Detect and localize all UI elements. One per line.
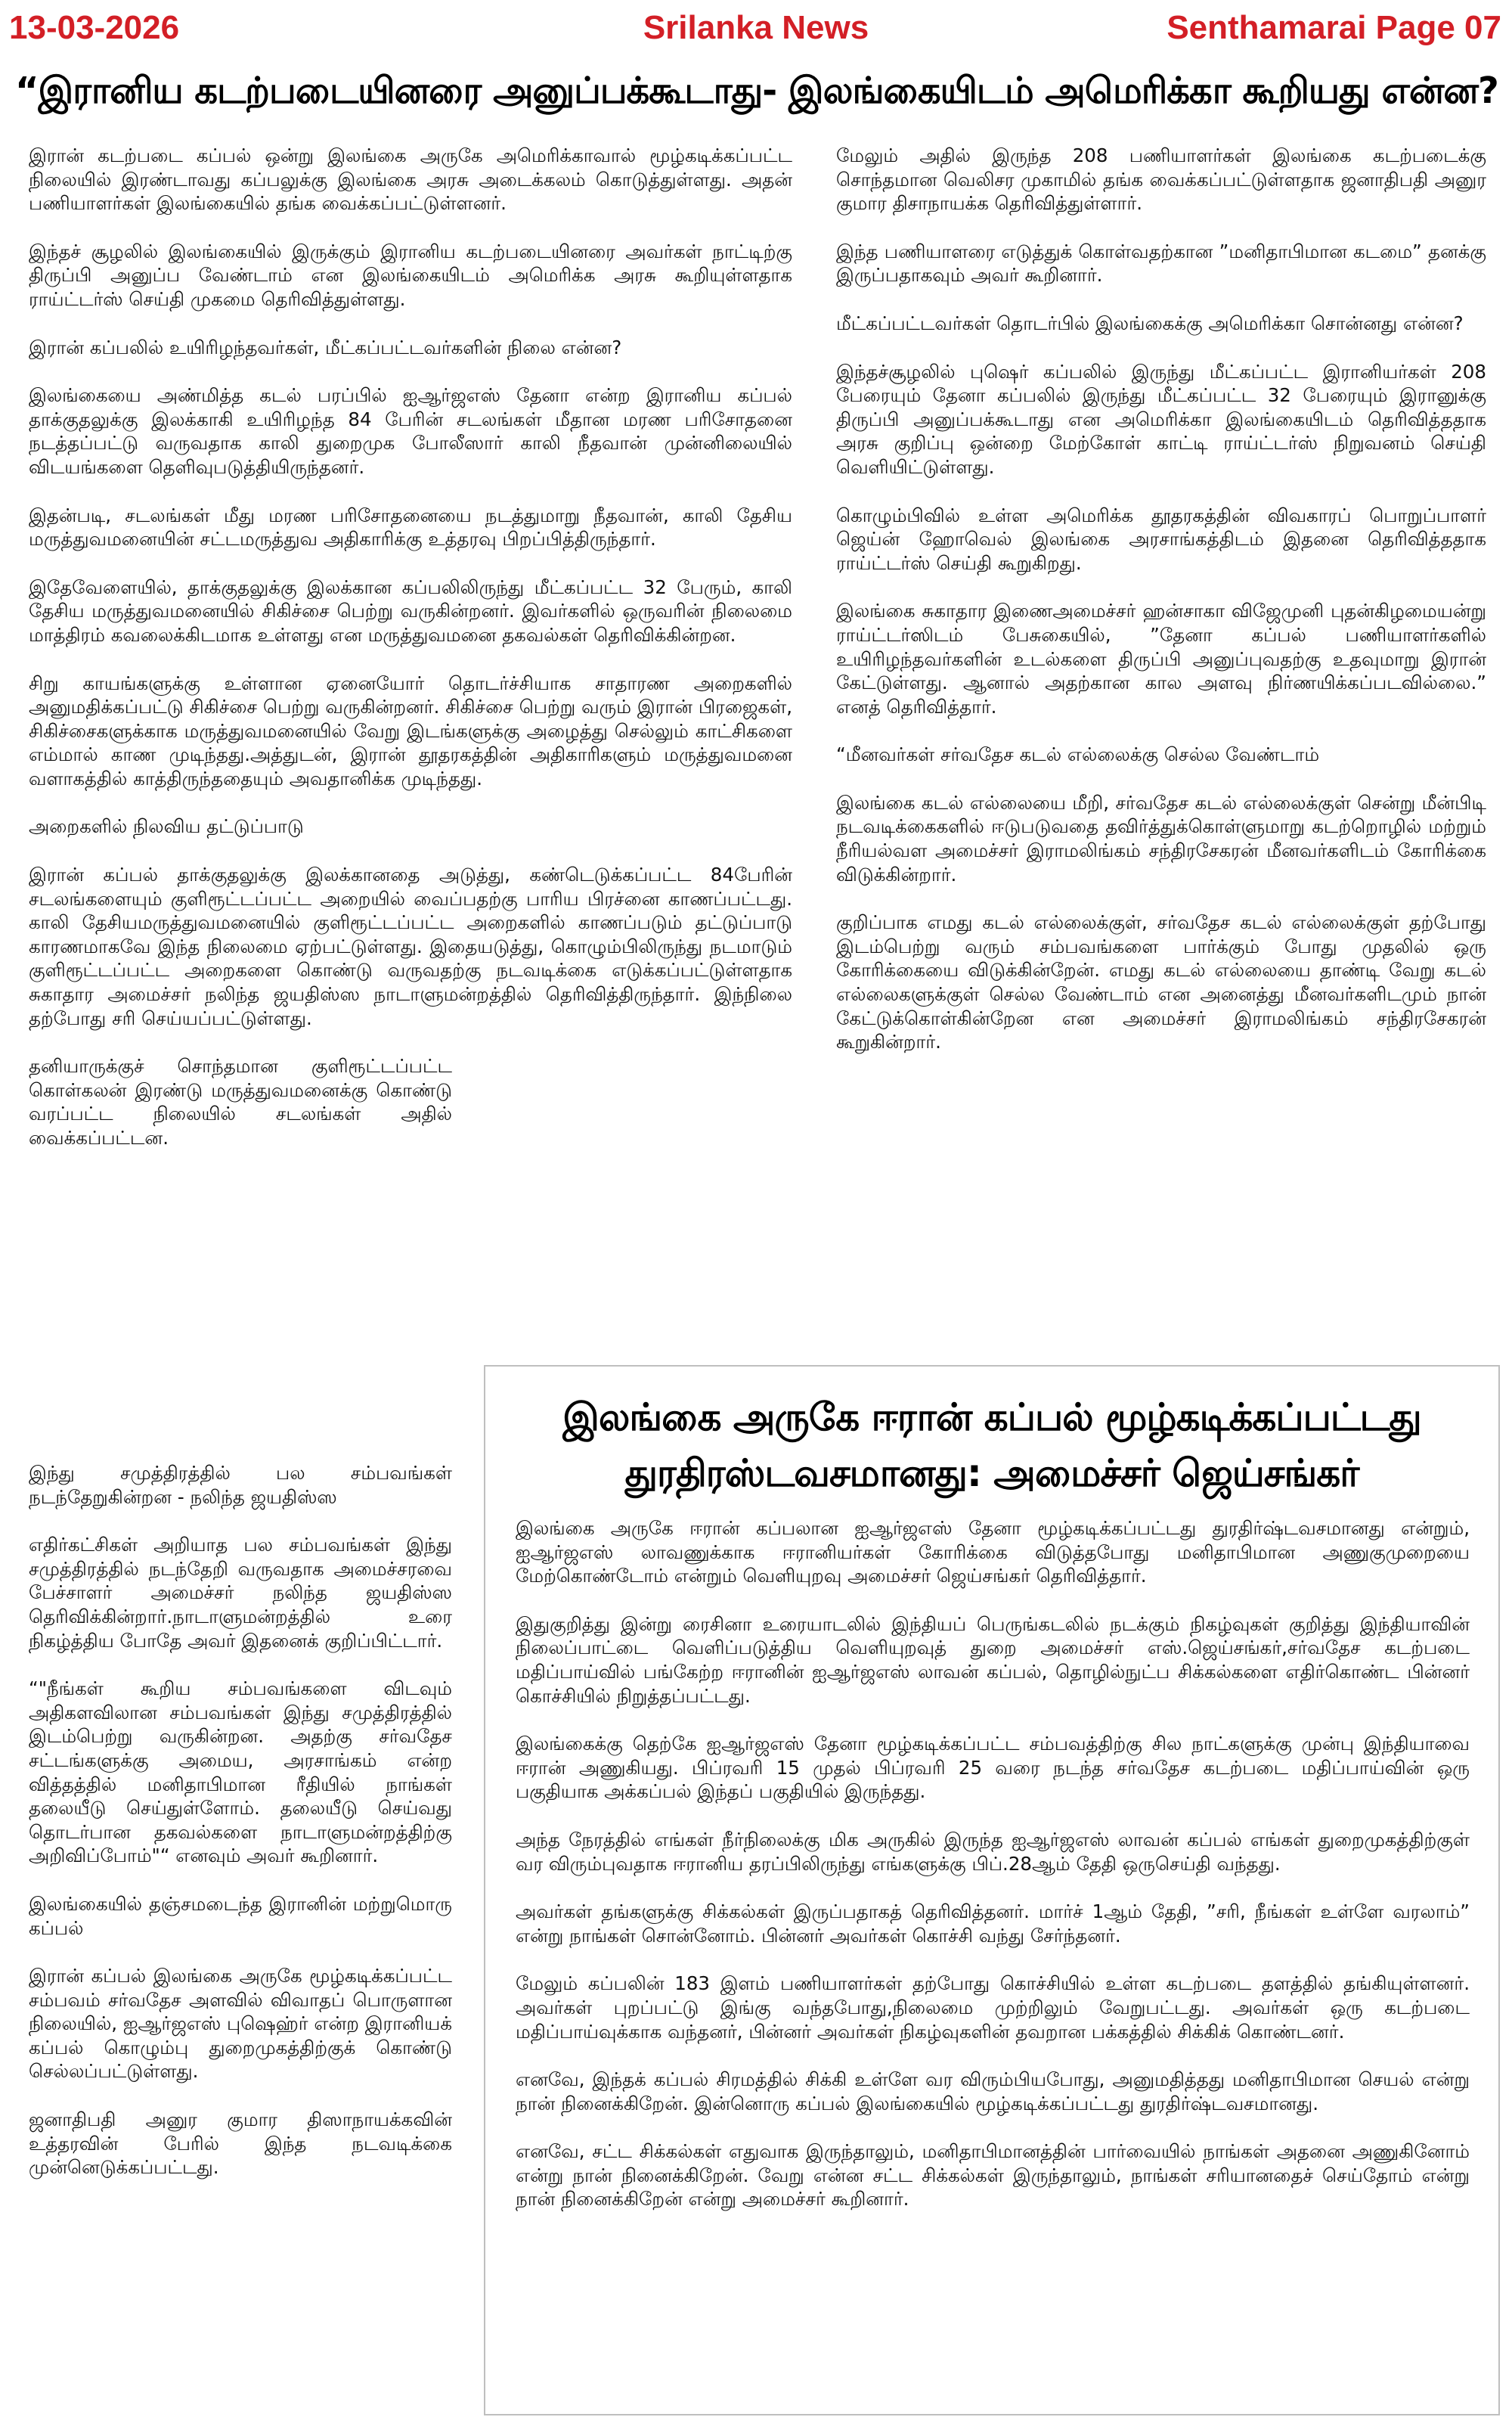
paragraph: இதுகுறித்து இன்று ரைசினா உரையாடலில் இந்தியப் பெருங்கடலில் நடக்கும் நிகழ்வுகள் குறித்து இந்தியாவின் நிலைப்பாட்டை வெளிப்படுத்திய வெளியுறவுத் துறை அமைச்சர் எஸ்.ஜெய்சங்கர்,சர்வதேச கடற்படை மதிப்பாய்வில் பங்கேற்ற ஈரானின் ஐஆர்ஜஎஸ் லாவன் கப்பல், தொழில்நுட்ப சிக்கல்களை எதிர்கொண்ட பின்னர் கொச்சியில் நிறுத்தப்பட்டது. [516, 1612, 1470, 1707]
paragraph: குறிப்பாக எமது கடல் எல்லைக்குள், சர்வதேச கடல் எல்லைக்குள் தற்போது இடம்பெற்று வரும் சம்பவங்களை பார்க்கும் போது முதலில் ஒரு கோரிக்கையை விடுக்கின்றேன். எமது கடல் எல்லையை தாண்டி வேறு கடல் எல்லைகளுக்குள் செல்ல வேண்டாம் என அனைத்து மீனவர்களிடமும் நான் கேட்டுக்கொள்கின்றேன என அமைச்சர் இராமலிங்கம் சந்திரசேகரன் கூறுகின்றார். [836, 911, 1486, 1053]
paragraph: மேலும் அதில் இருந்த 208 பணியாளர்கள் இலங்கை கடற்படைக்கு சொந்தமான வெலிசர முகாமில் தங்க வைக்கப்பட்டுள்ளதாக ஜனாதிபதி அனுர குமார திசாநாயக்க தெரிவித்துள்ளார். [836, 144, 1486, 215]
article-column-left [29, 144, 792, 1174]
paragraph: இலங்கை சுகாதார இணைஅமைச்சர் ஹன்சாகா விஜேமுனி புதன்கிழமையன்று ராய்ட்டர்ஸிடம் பேசுகையில், ”தேனா கப்பல் பணியாளர்களில் உயிரிழந்தவர்களின் உடல்களை திருப்பி அனுப்புவதற்கு உதவுமாறு இரான் கேட்டுள்ளது. ஆனால் அதற்கான கால அளவு நிர்ணயிக்கப்படவில்லை.” எனத் தெரிவித்தார். [836, 600, 1486, 718]
subheading: இரான் கப்பலில் உயிரிழந்தவர்கள், மீட்கப்பட்டவர்களின் நிலை என்ன? [29, 336, 622, 358]
quote-paragraph: “"நீங்கள் கூறிய சம்பவங்களை விடவும் அதிகளவிலான சம்பவங்கள் இந்து சமுத்திரத்தில் இடம்பெற்று வருகின்றன. அதற்கு சர்வதேச சட்டங்களுக்கு அமைய, அரசாங்கம் என்ற வித்தத்தில் மனிதாபிமான ரீதியில் நாங்கள் தலையீடு செய்துள்ளோம். தலையீடு செய்வது தொடர்பான தகவல்களை நாடாளுமன்றத்திற்கு அறிவிப்போம்"“ எனவும் அவர் கூறினார். [29, 1677, 452, 1867]
sidebar-article-body [516, 1516, 1470, 2235]
paragraph: இரான் கப்பல் இலங்கை அருகே மூழ்கடிக்கப்பட்ட சம்பவம் சர்வதேச அளவில் விவாதப் பொருளான நிலையில், ஐஆர்ஜஎஸ் புஷெஹ்ர் என்ற இரானியக் கப்பல் கொழும்பு துறைமுகத்திற்குக் கொண்டு செல்லப்பட்டுள்ளது. [29, 1965, 452, 2083]
paragraph: அவர்கள் தங்களுக்கு சிக்கல்கள் இருப்பதாகத் தெரிவித்தனர். மார்ச் 1ஆம் தேதி, ”சரி, நீங்கள் உள்ளே வரலாம்” என்று நாங்கள் சொன்னோம். பின்னர் அவர்கள் கொச்சி வந்து சேர்ந்தனர். [516, 1900, 1470, 1947]
paragraph: இரான் கப்பல் தாக்குதலுக்கு இலக்கானதை அடுத்து, கண்டெடுக்கப்பட்ட 84பேரின் சடலங்களையும் குளிரூட்டப்பட்ட அறையில் வைப்பதற்கு பாரிய பிரச்னை காணப்பட்டது. காலி தேசியமருத்துவமனையில் குளிரூட்டப்பட்ட அறைகளில் காணப்படும் தட்டுப்பாடு காரணமாகவே இந்த நிலைமை ஏற்பட்டுள்ளது. இதையடுத்து, கொழும்பிலிருந்து நடமாடும் குளிரூட்டப்பட்ட அறைகளை கொண்டு வருவதற்கு நடவடிக்கை எடுக்கப்பட்டுள்ளதாக சுகாதார அமைச்சர் நலிந்த ஜயதிஸ்ஸ நாடாளுமன்றத்தில் தெரிவித்திருந்தார். இந்நிலை தற்போது சரி செய்யப்பட்டுள்ளது. [29, 864, 792, 1029]
paragraph: இதன்படி, சடலங்கள் மீது மரண பரிசோதனையை நடத்துமாறு நீதவான், காலி தேசிய மருத்துவமனையின் சட்டமருத்துவ அதிகாரிக்கு உத்தரவு பிறப்பித்திருந்தார். [29, 504, 792, 551]
paragraph: இந்த பணியாளரை எடுத்துக் கொள்வதற்கான ”மனிதாபிமான கடமை” தனக்கு இருப்பதாகவும் அவர் கூறினார். [836, 240, 1486, 287]
article-column-right [836, 144, 1486, 1078]
paragraph: தனியாருக்குச் சொந்தமான குளிரூட்டப்பட்ட கொள்கலன் இரண்டு மருத்துவமனைக்கு கொண்டு வரப்பட்ட நிலையில் சடலங்கள் அதில் வைக்கப்பட்டன. [29, 1055, 452, 1149]
article-column-narrow [29, 1461, 452, 2204]
paragraph: எதிர்கட்சிகள் அறியாத பல சம்பவங்கள் இந்து சமுத்திரத்தில் நடந்தேறி வருவதாக அமைச்சரவை பேச்சாளர் அமைச்சர் நலிந்த ஜயதிஸ்ஸ தெரிவிக்கின்றார்.நாடாளுமன்றத்தில் உரை நிகழ்த்திய போதே அவர் இதனைக் குறிப்பிட்டார். [29, 1534, 452, 1652]
paragraph: இலங்கையை அண்மித்த கடல் பரப்பில் ஐஆர்ஜஎஸ் தேனா என்ற இரானிய கப்பல் தாக்குதலுக்கு இலக்காகி உயிரிழந்த 84 பேரின் சடலங்கள் மீதான மரண பரிசோதனை நடத்தப்பட்டு வருவதாக காலி துறைமுக போலீஸார் காலி நீதவான் முன்னிலையில் விடயங்களை தெளிவுபடுத்தியிருந்தனர். [29, 384, 792, 478]
subheading: அறைகளில் நிலவிய தட்டுப்பாடு [29, 815, 304, 838]
paragraph: எனவே, இந்தக் கப்பல் சிரமத்தில் சிக்கி உள்ளே வர விரும்பியபோது, அனுமதித்தது மனிதாபிமான செயல் என்று நான் நினைக்கிறேன். இன்னொரு கப்பல் இலங்கையில் மூழ்கடிக்கப்பட்டது துரதிர்ஷ்டவசமானது. [516, 2068, 1470, 2114]
masthead [0, 0, 1512, 60]
paragraph: இதேவேளையில், தாக்குதலுக்கு இலக்கான கப்பலிலிருந்து மீட்கப்பட்ட 32 பேரும், காலி தேசிய மருத்துவமனையில் சிகிச்சை பெற்று வருகின்றனர். இவர்களில் ஒருவரின் நிலைமை மாத்திரம் கவலைக்கிடமாக உள்ளது என மருத்துவமனை தகவல்கள் தெரிவிக்கின்றன. [29, 576, 792, 646]
issue-date: 13-03-2026 [9, 9, 180, 46]
paragraph: இலங்கைக்கு தெற்கே ஐஆர்ஜஎஸ் தேனா மூழ்கடிக்கப்பட்ட சம்பவத்திற்கு சில நாட்களுக்கு முன்பு இந்தியாவை ஈரான் அணுகியது. பிப்ரவரி 15 முதல் பிப்ரவரி 25 வரை நடந்த சர்வதேச கடற்படை மதிப்பாய்வின் ஒரு பகுதியாக அக்கப்பல் இந்தப் பகுதியில் இருந்தது. [516, 1733, 1470, 1803]
main-headline: “இரானிய கடற்படையினரை அனுப்பக்கூடாது- இலங்கையிடம் அமெரிக்கா கூறியது என்ன? [15, 70, 1498, 112]
sidebar-headline: இலங்கை அருகே ஈரான் கப்பல் மூழ்கடிக்கப்பட்டது துரதிரஸ்டவசமானது: அமைச்சர் ஜெய்சங்கர் [562, 1395, 1421, 1495]
paragraph: கொழும்பிவில் உள்ள அமெரிக்க தூதரகத்தின் விவகாரப் பொறுப்பாளர் ஜெய்ன் ஹோவெல் இலங்கை அரசாங்கத்திடம் இதனை தெரிவித்ததாக ராய்ட்டர்ஸ் செய்தி கூறுகிறது. [836, 504, 1486, 574]
paragraph: எனவே, சட்ட சிக்கல்கள் எதுவாக இருந்தாலும், மனிதாபிமானத்தின் பார்வையில் நாங்கள் அதனை அணுகினோம் என்று நான் நினைக்கிறேன். வேறு என்ன சட்ட சிக்கல்கள் இருந்தாலும், நாங்கள் சரியானதைச் செய்தோம் என்று நான் நினைக்கிறேன் என்று அமைச்சர் கூறினார். [516, 2140, 1470, 2211]
paragraph: இந்தச் சூழலில் இலங்கையில் இருக்கும் இரானிய கடற்படையினரை அவர்கள் நாட்டிற்கு திருப்பி அனுப்ப வேண்டாம் என இலங்கையிடம் அமெரிக்க அரசு கூறியுள்ளதாக ராய்ட்டர்ஸ் செய்தி முகமை தெரிவித்துள்ளது. [29, 240, 792, 310]
subheading: “மீனவர்கள் சர்வதேச கடல் எல்லைக்கு செல்ல வேண்டாம் [836, 743, 1320, 766]
subheading: இந்து சமுத்திரத்தில் பல சம்பவங்கள் நடந்தேறுகின்றன - நலிந்த ஜயதிஸ்ஸ [29, 1462, 452, 1508]
page-label: Senthamarai Page 07 [1167, 9, 1501, 46]
paragraph: இரான் கடற்படை கப்பல் ஒன்று இலங்கை அருகே அமெரிக்காவால் மூழ்கடிக்கப்பட்ட நிலையில் இரண்டாவது கப்பலுக்கு இலங்கை அரசு அடைக்கலம் கொடுத்துள்ளது. அதன் பணியாளர்கள் இலங்கையில் தங்க வைக்கப்பட்டுள்ளனர். [29, 144, 792, 215]
paper-name: Srilanka News [643, 9, 869, 46]
paragraph: சிறு காயங்களுக்கு உள்ளான ஏனையோர் தொடர்ச்சியாக சாதாரண அறைகளில் அனுமதிக்கப்பட்டு சிகிச்சை பெற்று வருகின்றனர். சிகிச்சை பெற்று வரும் இரான் பிரஜைகள், சிகிச்சைகளுக்காக மருத்துவமனையில் வேறு இடங்களுக்கு அழைத்து செல்லும் காட்சிகளை எம்மால் காண முடிந்தது.அத்துடன், இரான் தூதரகத்தின் அதிகாரிகளும் மருத்துவமனை வளாகத்தில் காத்திருந்ததையும் அவதானிக்க முடிந்தது. [29, 672, 792, 790]
subheading: மீட்கப்பட்டவர்கள் தொடர்பில் இலங்கைக்கு அமெரிக்கா சொன்னது என்ன? [836, 312, 1464, 334]
paragraph: இந்தச்சூழலில் புஷெர் கப்பலில் இருந்து மீட்கப்பட்ட இரானியர்கள் 208 பேரையும் தேனா கப்பலில் இருந்து மீட்கப்பட்ட 32 பேரையும் இரானுக்கு திருப்பி அனுப்பக்கூடாது என அமெரிக்கா இலங்கையிடம் தெரிவித்ததாக அரசு குறிப்பு ஒன்றை மேற்கோள் காட்டி ராய்ட்டர்ஸ் நிறுவனம் செய்தி வெளியிட்டுள்ளது. [836, 360, 1486, 478]
paragraph: இலங்கை கடல் எல்லையை மீறி, சர்வதேச கடல் எல்லைக்குள் சென்று மீன்பிடி நடவடிக்கைகளில் ஈடுபடுவதை தவிர்த்துக்கொள்ளுமாறு கடற்றொழில் மற்றும் நீரியல்வள அமைச்சர் இராமலிங்கம் சந்திரசேகரன் மீனவர்களிடம் கோரிக்கை விடுக்கின்றார். [836, 791, 1486, 886]
paragraph: ஜனாதிபதி அனுர குமார திஸாநாயக்கவின் உத்தரவின் பேரில் இந்த நடவடிக்கை முன்னெடுக்கப்பட்டது. [29, 2108, 452, 2179]
sidebar-article-box [484, 1365, 1500, 2415]
paragraph: மேலும் கப்பலின் 183 இளம் பணியாளர்கள் தற்போது கொச்சியில் உள்ள கடற்படை தளத்தில் தங்கியுள்ளனர். அவர்கள் புறப்பட்டு இங்கு வந்தபோது,நிலைமை முற்றிலும் வேறுபட்டது. அவர்கள் ஒரு கடற்படை மதிப்பாய்வுக்காக வந்தனர், பின்னர் அவர்கள் நிகழ்வுகளின் தவறான பக்கத்தில் சிக்கிக் கொண்டனர். [516, 1972, 1470, 2043]
subheading: இலங்கையில் தஞ்சமடைந்த இரானின் மற்றுமொரு கப்பல் [29, 1892, 452, 1939]
paragraph: இலங்கை அருகே ஈரான் கப்பலான ஐஆர்ஜஎஸ் தேனா மூழ்கடிக்கப்பட்டது துரதிர்ஷ்டவசமானது என்றும், ஐஆர்ஜஎஸ் லாவணுக்காக ஈரானியர்கள் கோரிக்கை விடுத்தபோது மனிதாபிமான அணுகுமுறையை மேற்கொண்டோம் என்றும் வெளியுறவு அமைச்சர் ஜெய்சங்கர் தெரிவித்தார். [516, 1517, 1470, 1587]
paragraph: அந்த நேரத்தில் எங்கள் நீர்நிலைக்கு மிக அருகில் இருந்த ஐஆர்ஜஎஸ் லாவன் கப்பல் எங்கள் துறைமுகத்திற்குள் வர விரும்புவதாக ஈரானிய தரப்பிலிருந்து எங்களுக்கு பிப்.28ஆம் தேதி ஒருசெய்தி வந்தது. [516, 1828, 1470, 1875]
